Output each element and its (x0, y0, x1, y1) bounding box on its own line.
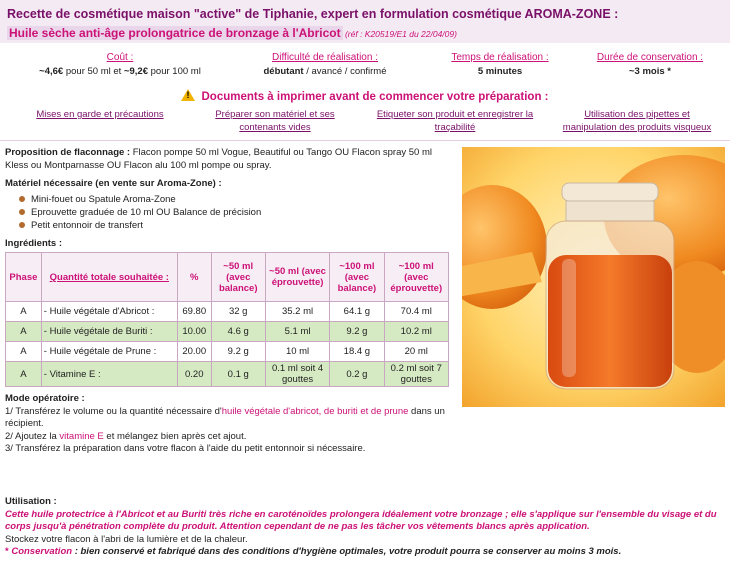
link-precautions[interactable]: Mises en garde et précautions (36, 109, 164, 120)
stat-conservation (580, 52, 720, 77)
recipe-header (0, 0, 730, 43)
list-item: Mini-fouet ou Spatule Aroma-Zone (19, 193, 453, 206)
stat-conservation-value: ~3 mois * (629, 66, 671, 77)
utilisation-label: Utilisation : (5, 496, 57, 507)
recipe-title-line (7, 26, 457, 40)
recipe-title: Huile sèche anti-âge prolongatrice de bronzage à l'Abricot (9, 26, 341, 40)
storage-text: Stockez votre flacon à l'abri de la lumière et de la chaleur. (5, 533, 248, 545)
stat-cost-label: Coût : (106, 52, 134, 63)
header-line: Recette de cosmétique maison "active" de Tiphanie, expert en formulation cosmétique AROMA-ZONE : (7, 7, 619, 21)
mode-step-2: 2/ Ajoutez la vitamine E et mélangez bien après cet ajout. (5, 430, 247, 442)
table-row: A - Huile végétale d'Abricot : 69.80 32 g 35.2 ml 64.1 g 70.4 ml (6, 302, 449, 322)
col-50-eprouvette: ~50 ml (avec éprouvette) (265, 253, 329, 302)
table-row: A - Huile végétale de Prune : 20.00 9.2 g 10 ml 18.4 g 20 ml (6, 342, 449, 362)
stat-cost (30, 52, 210, 77)
mode-label: Mode opératoire : (5, 393, 85, 404)
link-etiqueter[interactable]: Etiqueter son produit et enregistrer la traçabilité (376, 109, 534, 133)
documents-heading: !Documents à imprimer avant de commencer votre préparation : (0, 89, 730, 103)
stat-cost-value: ~4,6€ pour 50 ml et ~9,2€ pour 100 ml (39, 66, 201, 77)
stat-time-label: Temps de réalisation : (451, 52, 549, 63)
conservation-text: * Conservation : bien conservé et fabriqué dans des conditions d'hygiène optimales, votre produit pourra se conserver au moins 3 mois. (5, 546, 622, 557)
col-percent: % (177, 253, 211, 302)
mode-step-1: 1/ Transférez le volume ou la quantité nécessaire d'huile végétale d'abricot, de buriti et de prune dans un récipient. (5, 405, 445, 429)
link-pipettes[interactable]: Utilisation des pipettes et manipulation des produits visqueux (562, 109, 712, 133)
list-item: Eprouvette graduée de 10 ml OU Balance de précision (19, 206, 453, 219)
materiel-list (5, 193, 453, 232)
stat-conservation-label: Durée de conservation : (596, 52, 704, 63)
flaconnage-paragraph: Proposition de flaconnage : Flacon pompe 50 ml Vogue, Beautiful ou Tango OU Flacon spray 50 ml Kless ou Montparnasse OU Flacon alu 100 ml pompe ou spray. (5, 147, 432, 171)
col-50-balance: ~50 ml (avec balance) (211, 253, 265, 302)
col-100-eprouvette: ~100 ml (avec éprouvette) (384, 253, 449, 302)
col-100-balance: ~100 ml (avec balance) (330, 253, 384, 302)
stat-time (440, 52, 560, 77)
list-item: Petit entonnoir de transfert (19, 219, 453, 232)
col-phase: Phase (6, 253, 42, 302)
utilisation-section (5, 496, 727, 559)
warning-icon (181, 89, 195, 101)
mode-step-3: 3/ Transférez la préparation dans votre flacon à l'aide du petit entonnoir si nécessaire. (5, 443, 366, 454)
stat-time-value: 5 minutes (477, 66, 523, 77)
recipe-reference: (réf : K20519/E1 du 22/04/09) (342, 29, 457, 39)
utilisation-text: Cette huile protectrice à l'Abricot et au Buriti très riche en caroténoïdes prolongera idéalement votre bronzage ; elle s'applique sur l'ensemble du visage et du corps jusqu'à pénétration complète du produit. Attention cependant de ne pas les tâcher vos vêtements blancs après application. (5, 508, 717, 532)
ingredients-label: Ingrédients : (5, 237, 63, 249)
divider (0, 140, 730, 141)
recipe-body (5, 147, 453, 456)
apricot-oil-photo (462, 147, 725, 407)
col-quantite: Quantité totale souhaitée : (41, 253, 177, 302)
stat-difficulty-label: Difficulté de réalisation : (272, 52, 378, 63)
link-materiel[interactable]: Préparer son matériel et ses contenants vides (215, 109, 335, 133)
table-row: A - Vitamine E : 0.20 0.1 g 0.1 ml soit 4 gouttes 0.2 g 0.2 ml soit 7 gouttes (6, 362, 449, 387)
ingredients-table (5, 252, 449, 387)
stat-difficulty (250, 52, 400, 77)
table-header-row (6, 253, 449, 302)
materiel-label: Matériel nécessaire (en vente sur Aroma-Zone) : (5, 178, 222, 189)
table-row: A - Huile végétale de Buriti : 10.00 4.6 g 5.1 ml 9.2 g 10.2 ml (6, 322, 449, 342)
stat-difficulty-value: débutant / avancé / confirmé (263, 66, 387, 77)
apricot-bottle-icon (462, 147, 725, 407)
